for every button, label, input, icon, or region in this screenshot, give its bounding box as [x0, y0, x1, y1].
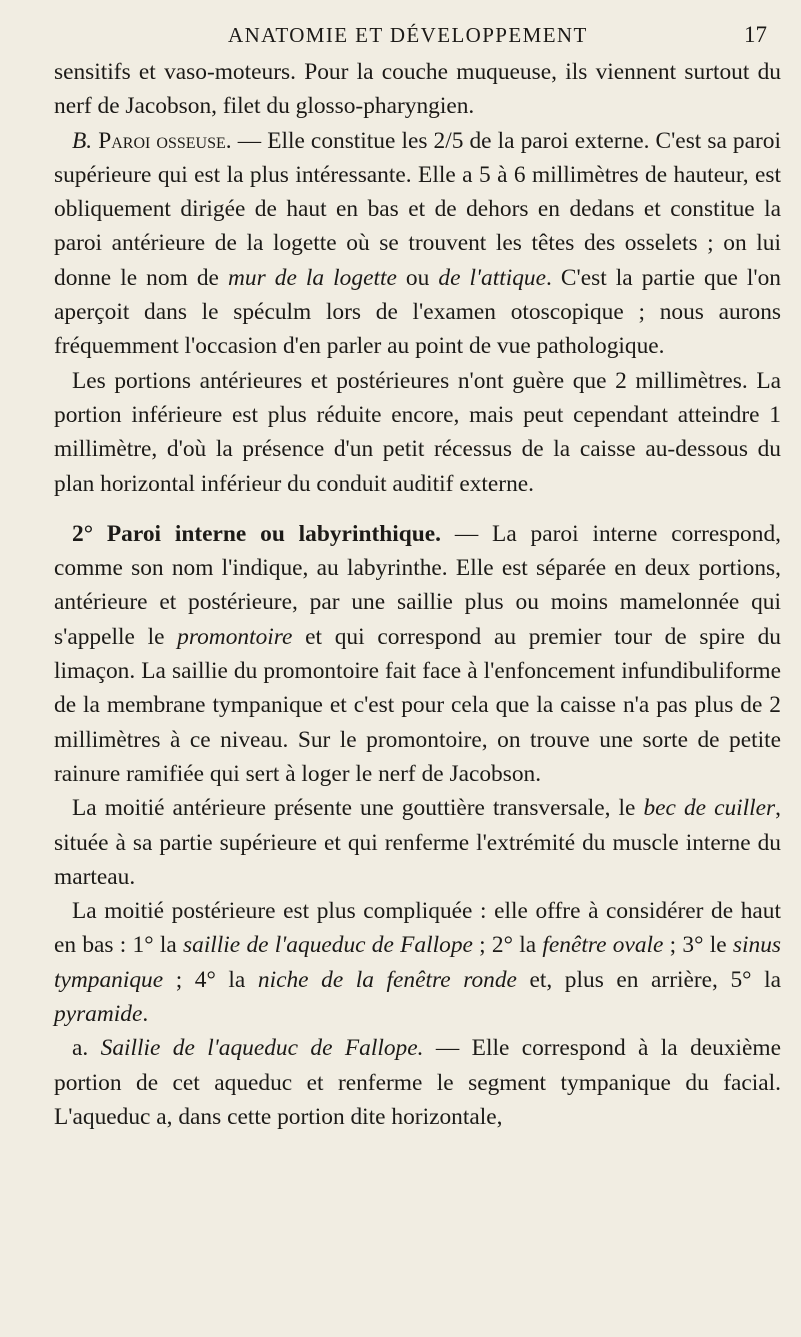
- italic-term: Saillie de l'aqueduc de Fallope.: [100, 1035, 424, 1062]
- italic-term: mur de la logette: [228, 264, 397, 291]
- paragraph: La moitié antérieure présente une gouttière transversale, le bec de cuiller, située à sa partie supérieure et qui renferme l'extrémité du muscle interne du marteau.: [54, 795, 781, 890]
- running-head: ANATOMIE ET DÉVELOPPEMENT: [228, 23, 588, 47]
- italic-term: pyramide: [54, 1001, 143, 1028]
- paragraph: B. Paroi osseuse. — Elle constitue les 2/5 de la paroi externe. C'est sa paroi supérieure qui est la plus intéressante. Elle a 5 à 6 millimètres de hauteur, est obliquement dirigée de haut en bas et de dehors en dedans et constitue la paroi antérieure de la logette où se trouvent les têtes des osselets ; on lui donne le nom de mur de la logette ou de l'attique. C'est la partie que l'on aperçoit dans le spéculm lors de l'examen otoscopique ; nous aurons fréquemment l'occasion d'en parler au point de vue pathologique.: [54, 127, 782, 360]
- italic-term: sinus tympanique: [54, 932, 782, 993]
- body-text: [54, 55, 781, 1134]
- section-heading: 2° Paroi interne ou labyrinthique.: [72, 520, 441, 547]
- section-letter: B.: [72, 127, 93, 154]
- italic-term: bec de cuiller: [643, 795, 776, 822]
- page-number: 17: [744, 22, 767, 47]
- item-label: a.: [72, 1035, 89, 1062]
- paragraph: La moitié postérieure est plus compliquée : elle offre à considérer de haut en bas : 1° la saillie de l'aqueduc de Fallope ; 2° la fenêtre ovale ; 3° le sinus tympanique ; 4° la niche de la fenêtre ronde et, plus en arrière, 5° la pyramide.: [54, 898, 782, 1028]
- section-title: Paroi osseuse.: [98, 127, 232, 154]
- italic-term: de l'attique: [438, 264, 546, 291]
- italic-term: saillie de l'aqueduc de Fallope: [183, 932, 473, 959]
- italic-term: niche de la fenêtre ronde: [257, 966, 517, 993]
- paragraph: Les portions antérieures et postérieures n'ont guère que 2 millimètres. La portion inférieure est plus réduite encore, mais peut cependant atteindre 1 millimètre, d'où la présence d'un petit récessus de la caisse au-dessous du plan horizontal inférieur du conduit auditif externe.: [54, 367, 781, 497]
- italic-term: fenêtre ovale: [542, 932, 664, 959]
- italic-term: promontoire: [177, 623, 293, 650]
- paragraph: 2° Paroi interne ou labyrinthique. — La paroi interne correspond, comme son nom l'indique, au labyrinthe. Elle est séparée en deux portions, antérieure et postérieure, par une saillie plus ou moins mamelonnée qui s'appelle le promontoire et qui correspond au premier tour de spire du limaçon. La saillie du promontoire fait face à l'enfoncement infundibuliforme de la membrane tympanique et c'est pour cela que la caisse n'a pas plus de 2 millimètres à ce niveau. Sur le promontoire, on trouve une sorte de petite rainure ramifiée qui sert à loger le nerf de Jacobson.: [54, 520, 781, 787]
- page-header: [228, 22, 767, 52]
- paragraph: sensitifs et vaso-moteurs. Pour la couche muqueuse, ils viennent surtout du nerf de Jacobson, filet du glosso-pharyngien.: [54, 59, 781, 120]
- paragraph: a. Saillie de l'aqueduc de Fallope. — Elle correspond à la deuxième portion de cet aqueduc et renferme le segment tympanique du facial. L'aqueduc a, dans cette portion dite horizontale,: [54, 1035, 782, 1130]
